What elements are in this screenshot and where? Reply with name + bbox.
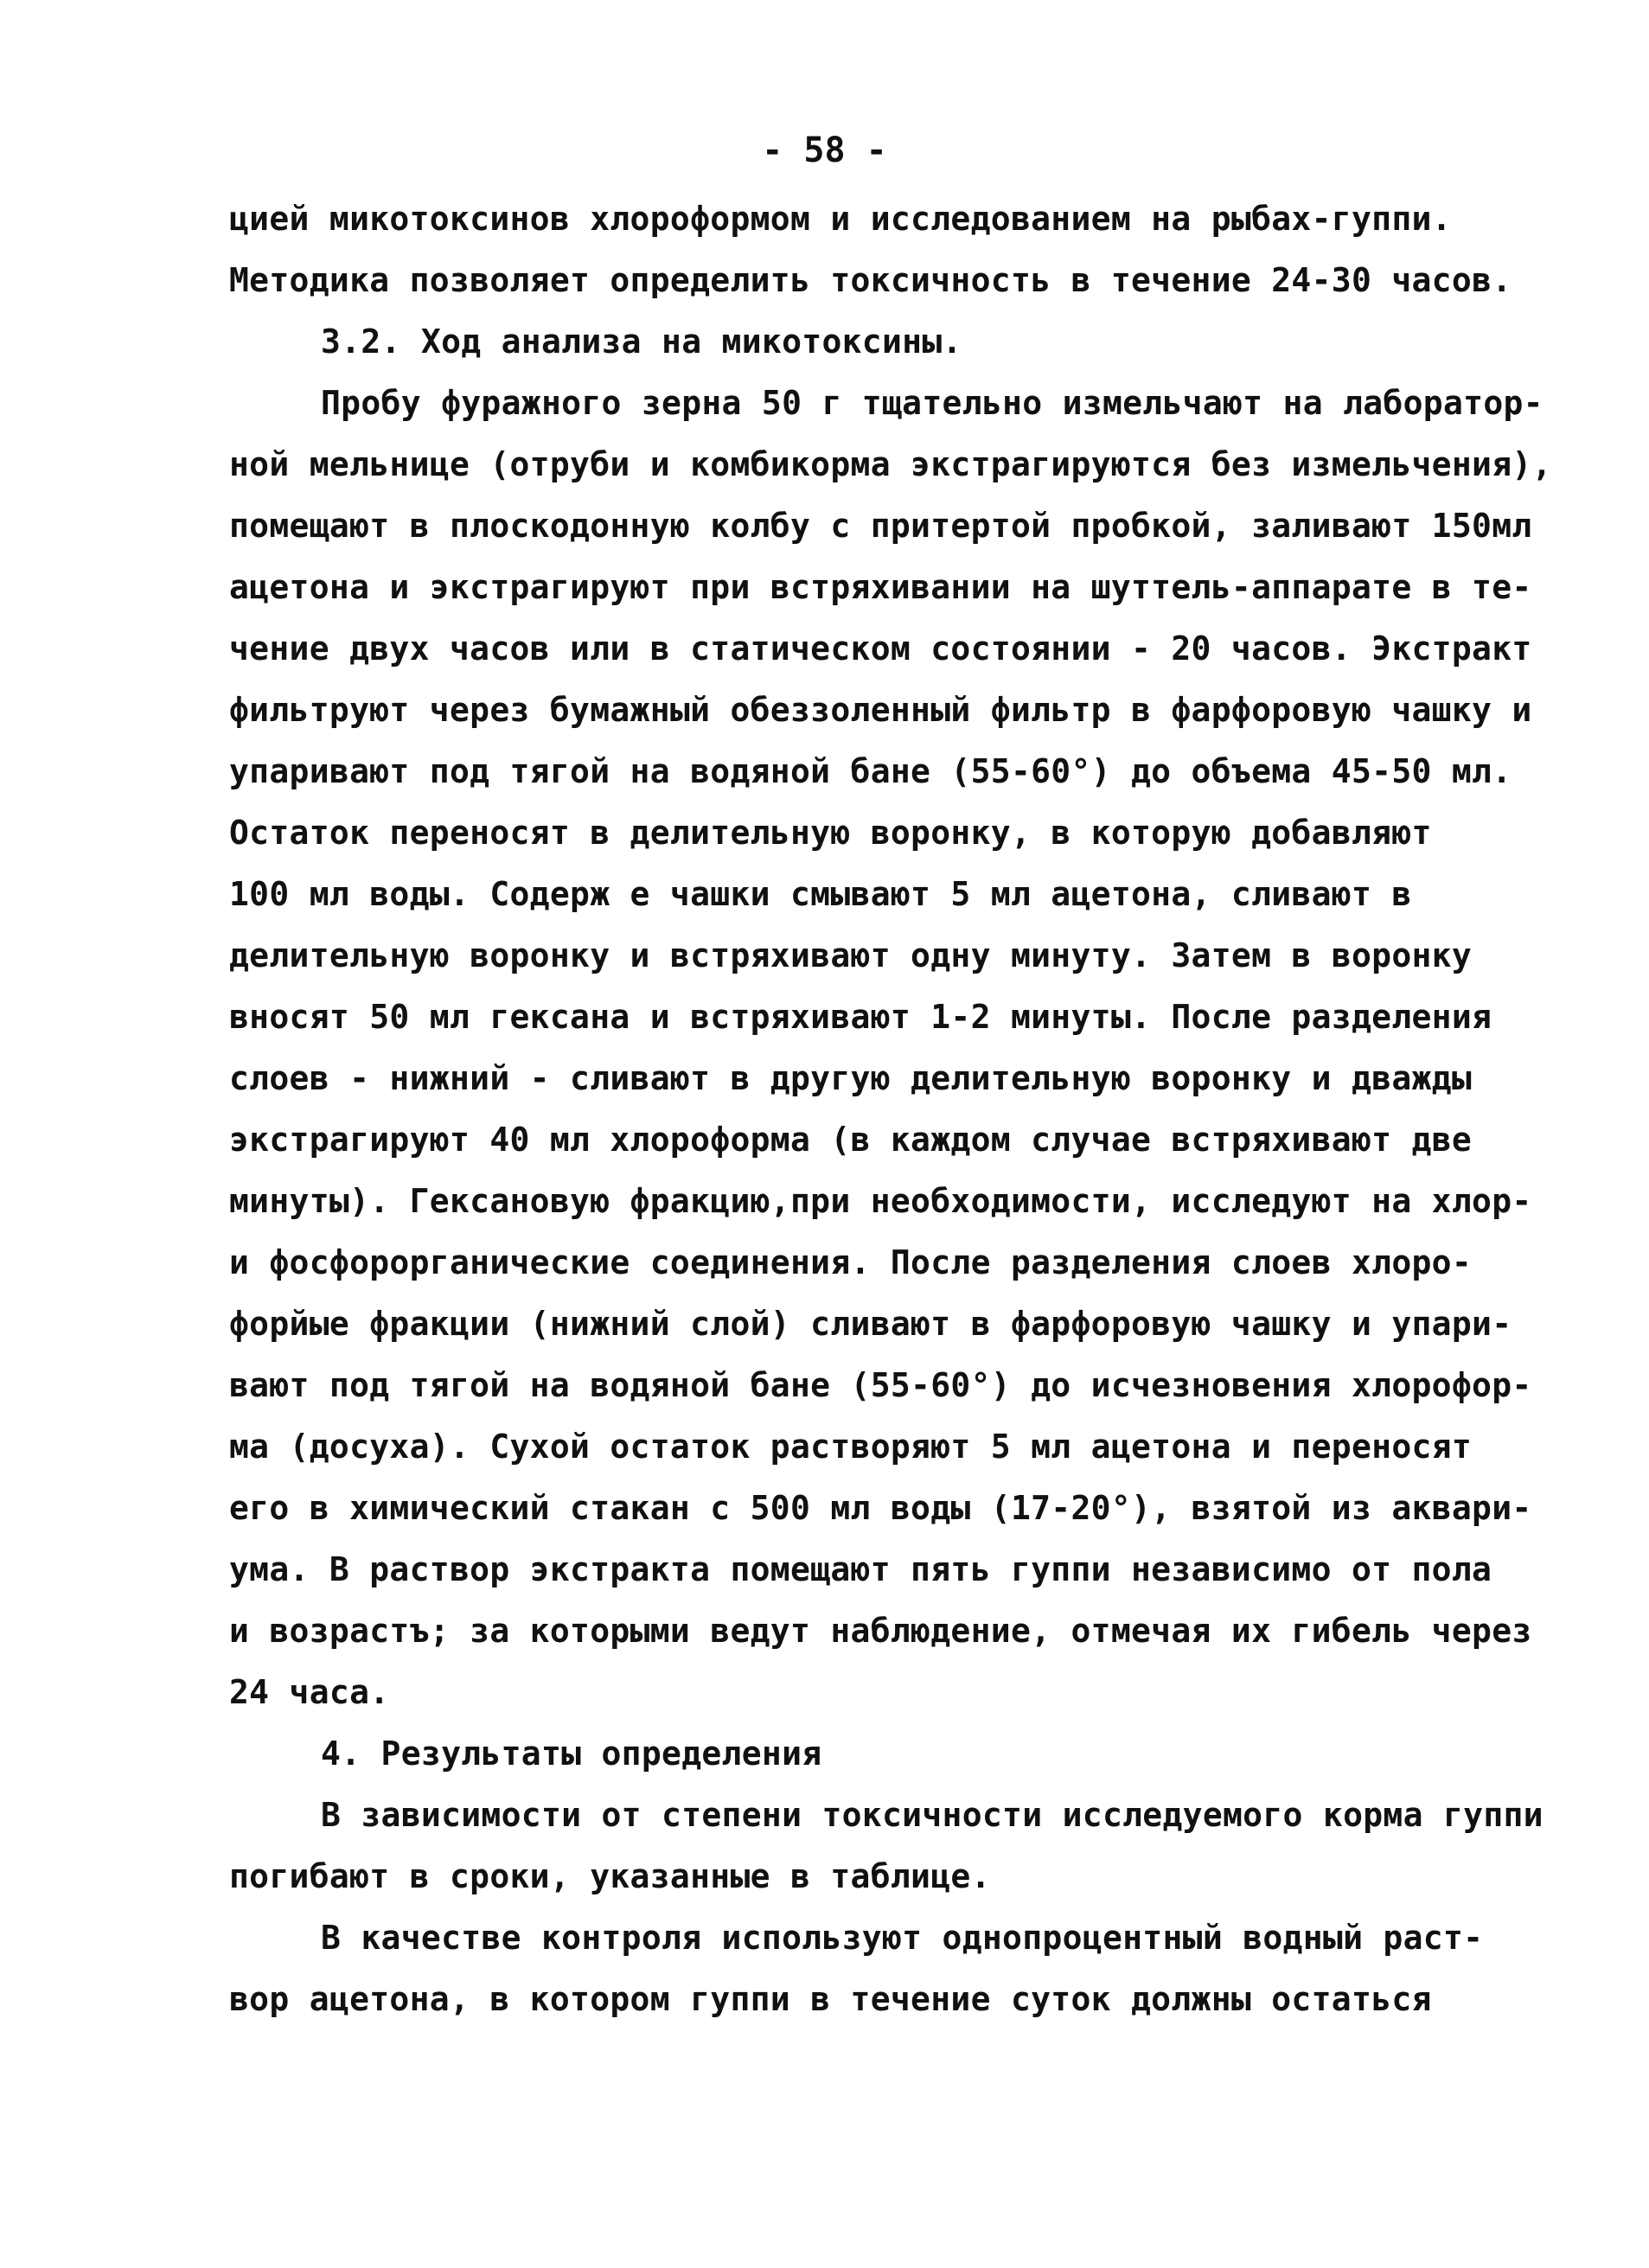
paragraph-start: В зависимости от степени токсичности исследуемого корма гуппи [321, 1796, 1544, 1834]
text-line: и фосфорорганические соединения. После разделения слоев хлоро- [229, 1243, 1473, 1281]
text-line: Методика позволяет определить токсичность в течение 24-30 часов. [229, 261, 1512, 299]
text-line: упаривают под тягой на водяной бане (55-60°) до объема 45-50 мл. [229, 752, 1512, 790]
text-line: ной мельнице (отруби и комбикорма экстрагируются без измельчения), [229, 445, 1552, 483]
page-number: - 58 - [762, 131, 887, 170]
text-line: цией микотоксинов хлороформом и исследованием на рыбах-гуппи. [229, 200, 1452, 238]
text-line: Остаток переносят в делительную воронку, в которую добавляют [229, 814, 1432, 852]
text-line: помещают в плоскодонную колбу с притертой пробкой, заливают 150мл [229, 507, 1532, 545]
paragraph-start: В качестве контроля используют однопроцентный водный раст- [321, 1919, 1484, 1957]
text-line: экстрагируют 40 мл хлороформа (в каждом случае встряхивают две [229, 1121, 1473, 1159]
text-line: вносят 50 мл гексана и встряхивают 1-2 минуты. После разделения [229, 998, 1492, 1036]
text-line: минуты). Гексановую фракцию,при необходимости, исследуют на хлор- [229, 1182, 1532, 1220]
section-heading: 3.2. Ход анализа на микотоксины. [321, 323, 962, 361]
text-line: форйые фракции (нижний слой) сливают в фарфоровую чашку и упари- [229, 1305, 1512, 1343]
text-line: вают под тягой на водяной бане (55-60°) до исчезновения хлорофор- [229, 1366, 1532, 1404]
text-line: делительную воронку и встряхивают одну минуту. Затем в воронку [229, 936, 1473, 974]
text-line: ма (досуха). Сухой остаток растворяют 5 мл ацетона и переносят [229, 1428, 1473, 1466]
body-text [229, 188, 1552, 2030]
paragraph-start: Пробу фуражного зерна 50 г тщательно измельчают на лаборатор- [321, 384, 1544, 422]
text-line: вор ацетона, в котором гуппи в течение суток должны остаться [229, 1980, 1432, 2018]
text-line: погибают в сроки, указанные в таблице. [229, 1857, 991, 1895]
text-line: 24 часа. [229, 1673, 390, 1711]
text-line: и возрастъ; за которыми ведут наблюдение, отмечая их гибель через [229, 1612, 1532, 1650]
text-line: слоев - нижний - сливают в другую делительную воронку и дважды [229, 1059, 1473, 1097]
text-line: чение двух часов или в статическом состоянии - 20 часов. Экстракт [229, 629, 1532, 668]
text-line: 100 мл воды. Содерж е чашки смывают 5 мл ацетона, сливают в [229, 875, 1412, 913]
text-line: ума. В раствор экстракта помещают пять гуппи независимо от пола [229, 1550, 1492, 1588]
text-line: ацетона и экстрагируют при встряхивании на шуттель-аппарате в те- [229, 568, 1532, 606]
section-heading: 4. Результаты определения [321, 1735, 822, 1773]
text-line: фильтруют через бумажный обеззоленный фильтр в фарфоровую чашку и [229, 691, 1532, 729]
text-line: его в химический стакан с 500 мл воды (17-20°), взятой из аквари- [229, 1489, 1532, 1527]
